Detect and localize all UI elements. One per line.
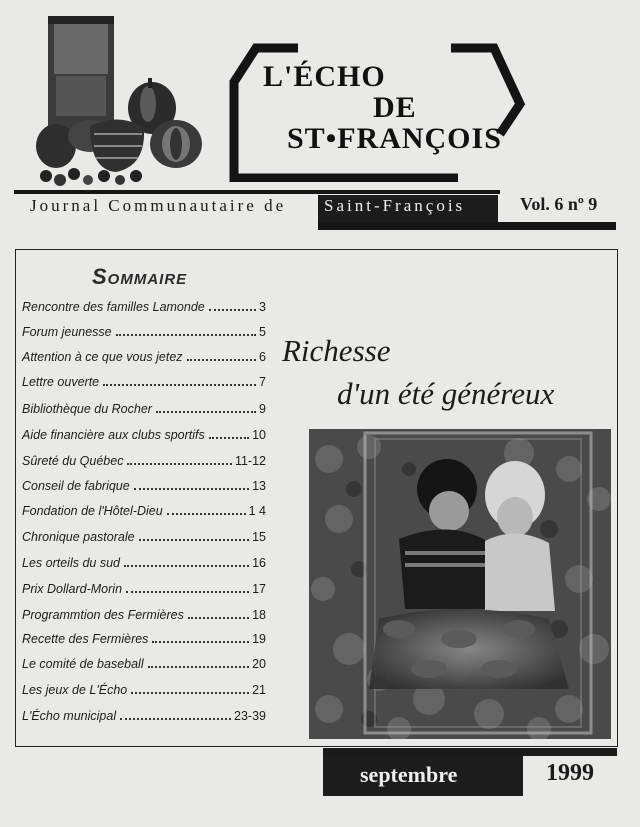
toc-leader [188,617,249,619]
toc-item-label: Les orteils du sud [22,556,120,570]
toc-item[interactable] [22,428,266,442]
toc-item-page: 18 [252,608,266,622]
toc-leader [116,334,256,336]
toc-item-label: Bibliothèque du Rocher [22,402,152,416]
toc-item-label: Sûreté du Québec [22,454,124,468]
toc-item-label: Le comité de baseball [22,657,144,671]
toc-item-page: 9 [259,402,266,416]
masthead-subtitle-right: Saint-François [324,196,466,215]
toc-item-label: L'Écho municipal [22,709,117,723]
toc-item[interactable] [22,608,266,622]
volume-number: Vol. 6 nº 9 [520,194,598,214]
toc-item-page: 21 [252,683,266,697]
toc-item-page: 13 [252,479,266,493]
toc-item[interactable] [22,657,266,671]
harvest-illustration-icon [34,16,206,188]
toc-item-page: 15 [252,530,266,544]
toc-leader [187,359,257,361]
toc-item[interactable] [22,300,266,314]
toc-item-label: Programmtion des Fermières [22,608,184,622]
toc-leader [148,666,249,668]
sommaire-heading: Sommaire [92,264,188,289]
toc-item[interactable] [22,504,266,518]
issue-year: 1999 [546,760,594,786]
masthead-top-rule [14,190,500,194]
toc-leader [209,309,256,311]
toc-item-label: Lettre ouverte [22,375,100,389]
toc-item-page: 23-39 [234,709,266,723]
toc-item[interactable] [22,350,266,364]
toc-leader [103,384,256,386]
toc-leader [127,463,231,465]
toc-item[interactable] [22,454,266,468]
toc-leader [126,591,249,593]
toc-item[interactable] [22,683,266,697]
toc-leader [120,718,231,720]
masthead-subtitle-left: Journal Communautaire de [30,196,287,215]
toc-item-label: Fondation de l'Hôtel-Dieu [22,504,163,518]
toc-leader [131,692,249,694]
toc-item[interactable] [22,530,266,544]
toc-item[interactable] [22,479,266,493]
toc-leader [134,488,249,490]
toc-item[interactable] [22,556,266,570]
toc-item-page: 16 [252,556,266,570]
cover-photo [309,429,611,739]
toc-item-page: 20 [252,657,266,671]
issue-month: septembre [360,762,458,787]
headline-line1: Richesse [282,333,391,368]
toc-leader [152,641,249,643]
toc-item-page: 11-12 [234,454,266,468]
footer-top-rule [323,748,617,756]
headline-line2: d'un été généreux [337,376,555,411]
masthead-title-line1: L'ÉCHO [263,60,386,93]
toc-item-page: 19 [252,632,266,646]
toc-leader [124,565,249,567]
toc-item-page: 1 4 [248,504,266,518]
toc-item-page: 7 [259,375,266,389]
toc-item-label: Conseil de fabrique [22,479,130,493]
toc-item-label: Rencontre des familles Lamonde [22,300,205,314]
toc-item-label: Forum jeunesse [22,325,112,339]
toc-leader [209,437,249,439]
toc-item-page: 3 [259,300,266,314]
toc-leader [156,411,256,413]
toc-item-label: Aide financière aux clubs sportifs [22,428,205,442]
toc-item-page: 6 [259,350,266,364]
toc-item[interactable] [22,709,266,723]
masthead-title-line3: ST•FRANÇOIS [287,122,502,155]
toc-leader [167,513,246,515]
toc-leader [139,539,250,541]
toc-item-page: 10 [252,428,266,442]
toc-item[interactable] [22,325,266,339]
masthead-bottom-rule [318,222,616,230]
toc-item-label: Prix Dollard-Morin [22,582,123,596]
toc-item-label: Recette des Fermières [22,632,149,646]
toc-item[interactable] [22,402,266,416]
toc-item-page: 17 [252,582,266,596]
masthead-title-line2: DE [373,91,417,124]
toc-item-label: Attention à ce que vous jetez [22,350,183,364]
toc-item-label: Chronique pastorale [22,530,135,544]
toc-item[interactable] [22,582,266,596]
toc-item[interactable] [22,632,266,646]
toc-item-label: Les jeux de L'Écho [22,683,128,697]
toc-item-page: 5 [259,325,266,339]
toc-item[interactable] [22,375,266,389]
